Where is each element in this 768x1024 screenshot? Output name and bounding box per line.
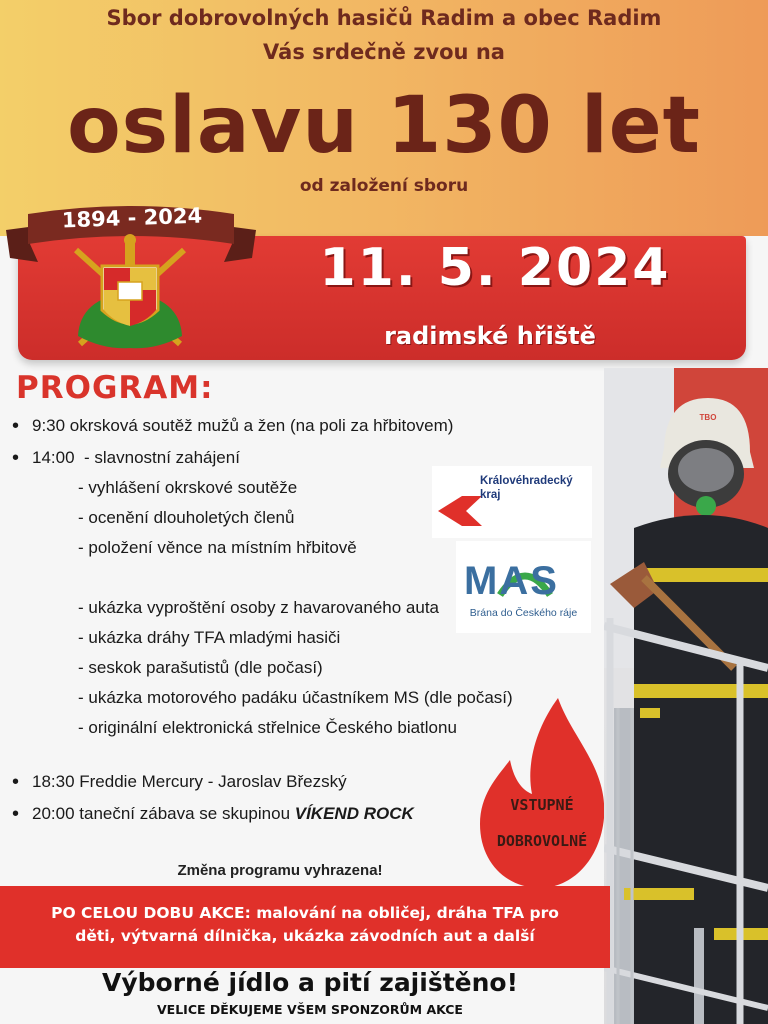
kh-logo-line2: kraj — [480, 489, 501, 501]
firefighter-photo — [604, 368, 768, 1024]
program-sub-item: - vyhlášení okrskové soutěže — [78, 478, 298, 497]
invite-line: Vás srdečně zvou na — [263, 40, 505, 64]
helmet-label: TBO — [699, 413, 717, 422]
program-sub-item: - originální elektronická střelnice Českého biatlonu — [78, 718, 457, 737]
sponsors-thanks: VELICE DĚKUJEME VŠEM SPONZORŮM AKCE — [157, 1002, 463, 1017]
program-sub-item: - ukázka vyproštění osoby z havarovaného auta — [78, 598, 439, 617]
food-announcement: Výborné jídlo a pití zajištěno! — [102, 968, 518, 997]
program-item-4-text: 20:00 taneční zábava se skupinou — [32, 804, 295, 823]
activities-line1: PO CELOU DOBU AKCE: malování na obličej, dráha TFA pro — [51, 904, 559, 922]
fire-brigade-emblem-icon — [62, 232, 198, 356]
event-date: 11. 5. 2024 — [319, 238, 671, 298]
main-subtitle: od založení sboru — [299, 176, 469, 196]
program-sub-item: - položení věnce na místním hřbitově — [78, 538, 357, 557]
program-item-2-text: - slavnostní zahájení — [84, 448, 240, 467]
program-change-note: Změna programu vyhrazena! — [177, 862, 383, 879]
main-title: oslavu 130 let — [67, 81, 701, 171]
mas-logo-subtitle: Brána do Českého ráje — [469, 607, 578, 619]
admission-line2: DOBROVOLNÉ — [496, 832, 588, 850]
program-sub-item: - ukázka motorového padáku účastníkem MS (dle počasí) — [78, 688, 513, 707]
firefighter-illustration — [604, 368, 768, 1024]
program-sub-item: - seskok parašutistů (dle počasí) — [78, 658, 323, 677]
admission-line1: VSTUPNÉ — [510, 796, 574, 814]
years-label: 1894 - 2024 — [61, 203, 203, 233]
program-sub-item: - ukázka dráhy TFA mladými hasiči — [78, 628, 341, 647]
organizer-line: Sbor dobrovolných hasičů Radim a obec Radim — [106, 6, 662, 30]
mas-logo — [456, 541, 591, 633]
program-item-2 — [32, 448, 240, 468]
kh-logo-line1: Královéhradecký — [480, 475, 573, 487]
event-place: radimské hřiště — [384, 322, 596, 350]
activities-text — [10, 902, 600, 948]
kralovehradecky-kraj-logo — [432, 466, 592, 538]
program-item-4 — [32, 804, 414, 824]
band-name: VÍKEND ROCK — [294, 804, 414, 823]
mas-logo-letters: MAS — [464, 559, 559, 603]
red-arrow-icon — [438, 494, 482, 528]
program-sub-item: - ocenění dlouholetých členů — [78, 508, 295, 527]
program-item-2-time: 14:00 — [32, 448, 75, 467]
program-item-3: • 18:30 Freddie Mercury - Jaroslav Březský — [32, 772, 347, 792]
program-heading: PROGRAM: — [16, 370, 214, 406]
flame-icon — [476, 698, 608, 888]
kh-logo-text — [480, 474, 588, 502]
program-item-1: • 9:30 okrsková soutěž mužů a žen (na poli za hřbitovem) — [32, 416, 453, 436]
activities-line2: děti, výtvarná dílnička, ukázka závodních aut a další — [75, 927, 535, 945]
